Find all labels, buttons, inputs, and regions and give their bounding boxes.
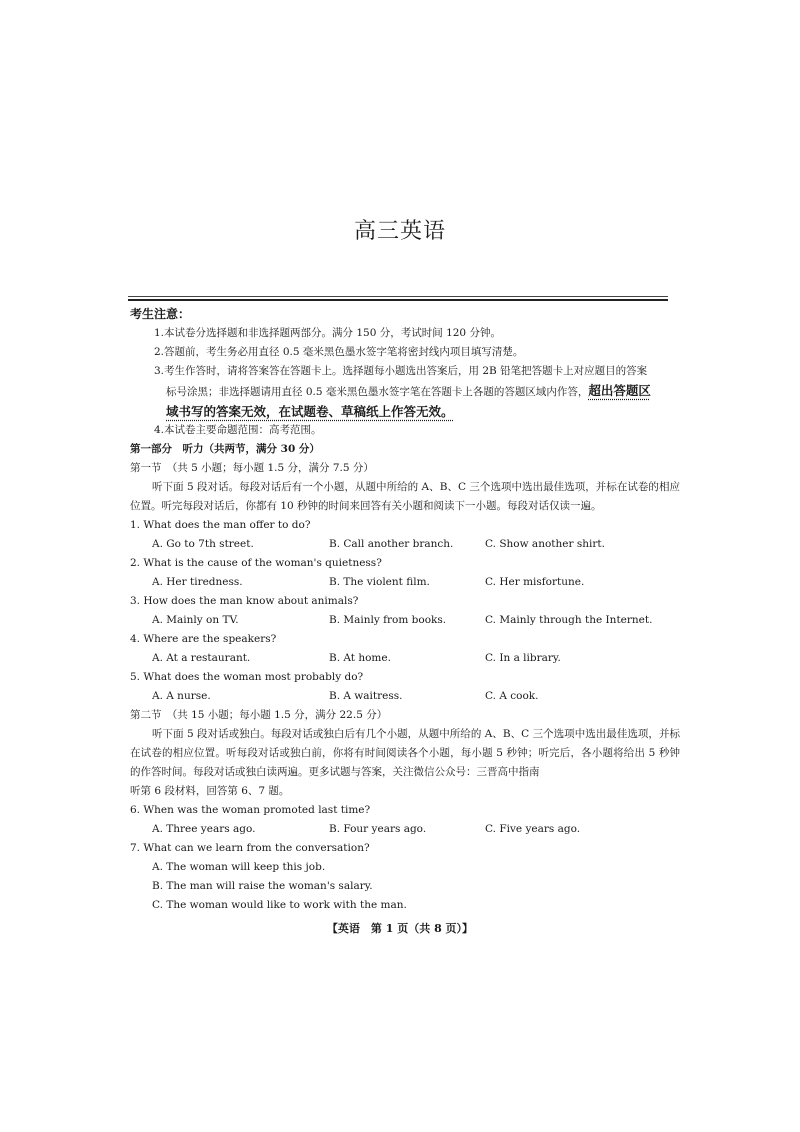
option-a: A. Go to 7th street. bbox=[152, 538, 254, 550]
section-1-heading: 第一节 （共 5 小题；每小题 1.5 分，满分 7.5 分） bbox=[130, 462, 374, 474]
options bbox=[130, 611, 680, 630]
page-title: 高三英语 bbox=[353, 219, 446, 244]
question-text: 2. What is the cause of the woman's quietness? bbox=[130, 557, 382, 569]
question-text: 3. How does the man know about animals? bbox=[130, 595, 359, 607]
option-c: C. In a library. bbox=[485, 652, 561, 664]
section-1-instructions: 听下面 5 段对话。每段对话后有一个小题，从题中所给的 A、B、C 三个选项中选出最佳选项，并标在试卷的相应位置。听完每段对话后，你都有 10 秒钟的时间来回答有关小题和阅读下一小题。每段对话仅读一遍。 bbox=[130, 481, 680, 512]
question-3 bbox=[130, 592, 680, 630]
section-2-heading: 第二节 （共 15 小题；每小题 1.5 分，满分 22.5 分） bbox=[130, 709, 388, 721]
notice-item-2: 2.答题前，考生务必用直径 0.5 毫米黑色墨水签字笔将密封线内项目填写清楚。 bbox=[154, 346, 524, 358]
option-a: A. Mainly on TV. bbox=[152, 614, 239, 626]
part-1-heading: 第一部分 听力（共两节，满分 30 分） bbox=[130, 443, 320, 455]
notice-item-3-line-2 bbox=[130, 381, 670, 402]
option-b: B. The violent film. bbox=[329, 576, 430, 588]
question-text: 4. Where are the speakers? bbox=[130, 633, 277, 645]
question-7 bbox=[130, 839, 680, 915]
option-b: B. Four years ago. bbox=[329, 823, 427, 835]
option-b: B. The man will raise the woman's salary. bbox=[152, 880, 373, 892]
question-text: 6. When was the woman promoted last time? bbox=[130, 804, 371, 816]
option-b: B. At home. bbox=[329, 652, 391, 664]
question-text: 5. What does the woman most probably do? bbox=[130, 671, 364, 683]
option-c: C. Show another shirt. bbox=[485, 538, 605, 550]
option-a: A. At a restaurant. bbox=[152, 652, 251, 664]
option-b: B. Mainly from books. bbox=[329, 614, 447, 626]
candidate-notice bbox=[130, 305, 670, 440]
notice-item-1: 1.本试卷分选择题和非选择题两部分。满分 150 分，考试时间 120 分钟。 bbox=[154, 327, 501, 339]
option-b: B. Call another branch. bbox=[329, 538, 454, 550]
option-c: C. Five years ago. bbox=[485, 823, 581, 835]
question-4 bbox=[130, 630, 680, 668]
option-c: C. The woman would like to work with the man. bbox=[152, 899, 407, 911]
question-6 bbox=[130, 801, 680, 839]
options bbox=[130, 535, 680, 554]
notice-item-3-line-3: 域书写的答案无效，在试题卷、草稿纸上作答无效。 bbox=[166, 404, 454, 419]
options bbox=[130, 687, 680, 706]
options bbox=[130, 820, 680, 839]
options bbox=[130, 573, 680, 592]
notice-heading: 考生注意： bbox=[130, 307, 191, 321]
notice-item-3: 3.考生作答时，请将答案答在答题卡上。选择题每小题选出答案后，用 2B 铅笔把答题卡上对应题目的答案 bbox=[154, 365, 648, 377]
divider-thick bbox=[128, 299, 668, 301]
question-5 bbox=[130, 668, 680, 706]
page-footer: 【英语 第 1 页（共 8 页）】 bbox=[326, 922, 474, 935]
option-a: A. A nurse. bbox=[152, 690, 211, 702]
notice-item-3-plain: 标号涂黑；非选择题请用直径 0.5 毫米黑色墨水签字笔在答题卡上各题的答题区域内作答， bbox=[166, 386, 589, 398]
question-text: 7. What can we learn from the conversation? bbox=[130, 842, 370, 854]
divider-thin bbox=[128, 296, 668, 297]
option-a: A. Three years ago. bbox=[152, 823, 256, 835]
option-c: C. Mainly through the Internet. bbox=[485, 614, 653, 626]
option-a: A. Her tiredness. bbox=[152, 576, 243, 588]
option-a: A. The woman will keep this job. bbox=[152, 861, 326, 873]
section-2-subheading: 听第 6 段材料，回答第 6、7 题。 bbox=[130, 785, 290, 797]
notice-item-4: 4.本试卷主要命题范围：高考范围。 bbox=[154, 424, 322, 436]
exam-body bbox=[130, 440, 680, 915]
question-2 bbox=[130, 554, 680, 592]
question-text: 1. What does the man offer to do? bbox=[130, 519, 311, 531]
question-1 bbox=[130, 516, 680, 554]
options bbox=[130, 649, 680, 668]
option-c: C. Her misfortune. bbox=[485, 576, 585, 588]
section-2-instructions: 听下面 5 段对话或独白。每段对话或独白后有几个小题，从题中所给的 A、B、C 三个选项中选出最佳选项，并标在试卷的相应位置。听每段对话或独白前，你将有时间阅读各个小题，每小题 5 秒钟；听完后，各小题将给出 5 秒钟的作答时间。每段对话或独白读两遍。更多试题与答案，关注微信公众号：三晋高中指南 bbox=[130, 728, 680, 778]
option-b: B. A waitress. bbox=[329, 690, 403, 702]
option-c: C. A cook. bbox=[485, 690, 539, 702]
notice-item-3-emphasis: 超出答题区 bbox=[588, 383, 651, 398]
